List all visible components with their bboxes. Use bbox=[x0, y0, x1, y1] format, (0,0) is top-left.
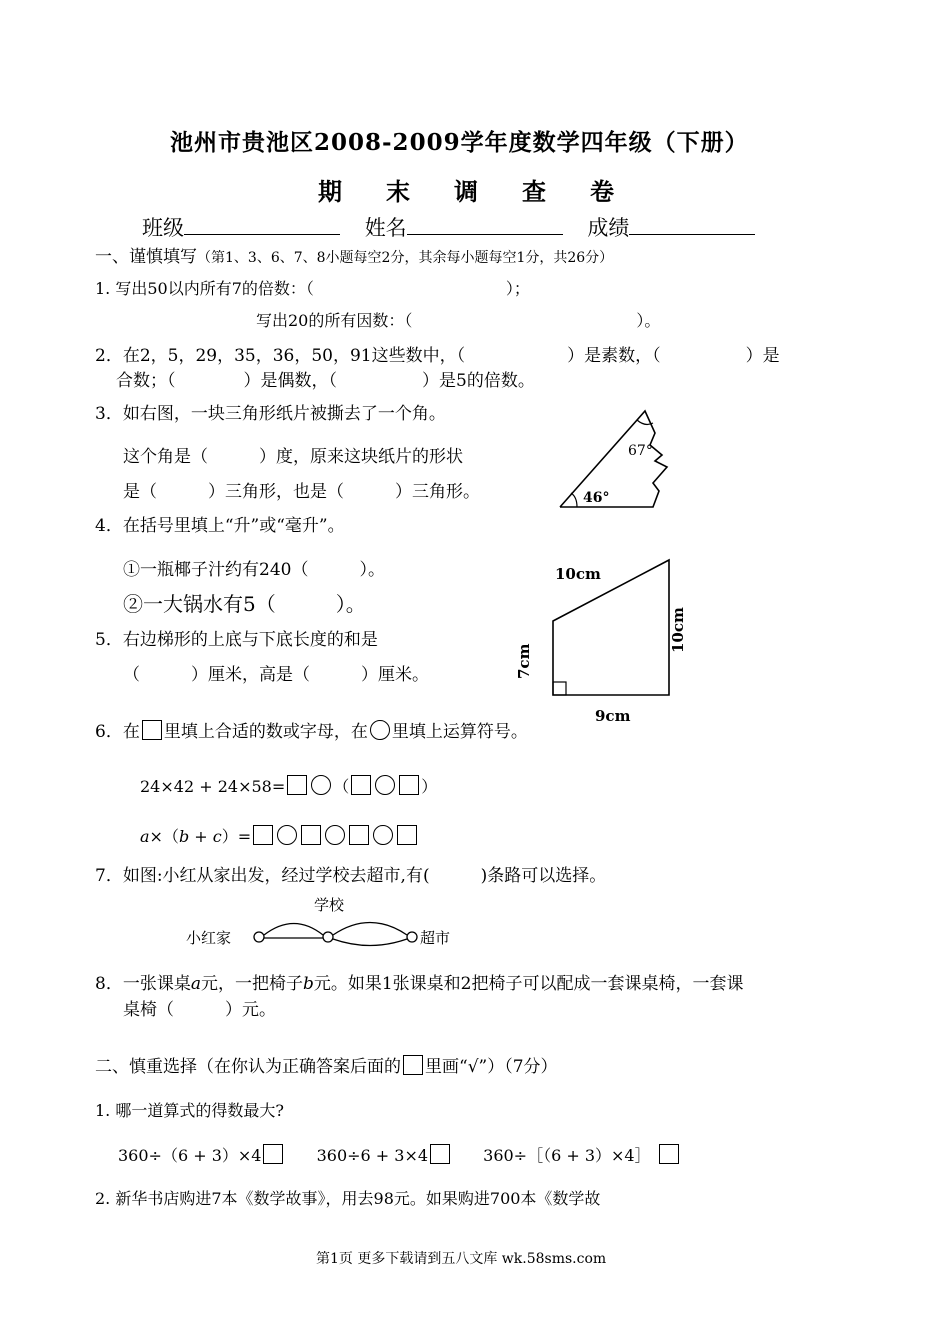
square-symbol bbox=[403, 1055, 423, 1075]
q6-expression-1 bbox=[140, 774, 437, 797]
trapezoid-left-label: 7cm bbox=[515, 643, 533, 679]
answer-box[interactable] bbox=[301, 825, 321, 845]
page-footer: 第1页 更多下载请到五八文库 wk.58sms.com bbox=[316, 1251, 607, 1267]
q5-line-b: （ ）厘米，高是（ ）厘米。 bbox=[123, 665, 429, 685]
var-c: c bbox=[212, 827, 222, 846]
q6-expr2-op: ×（ bbox=[149, 827, 179, 846]
page-subtitle: 期末调查卷 bbox=[318, 177, 658, 206]
q6-expr2-plus: + bbox=[189, 827, 213, 846]
bottom-angle-arc bbox=[571, 493, 577, 507]
square-symbol bbox=[142, 720, 162, 740]
route-school-market-upper bbox=[333, 923, 407, 936]
home-node bbox=[254, 932, 264, 942]
q8-line-b: 桌椅（ ）元。 bbox=[123, 1000, 276, 1020]
class-label: 班级 bbox=[142, 216, 184, 240]
option-3-checkbox[interactable] bbox=[659, 1144, 679, 1164]
q4-line-b: ①一瓶椰子汁约有240（ ）。 bbox=[123, 560, 385, 580]
school-label: 学校 bbox=[314, 896, 345, 914]
q4-line-c: ②一大锅水有5（ ）。 bbox=[123, 592, 366, 616]
q8-text-1: 8．一张课桌 bbox=[95, 974, 191, 994]
section2-heading bbox=[95, 1052, 558, 1077]
q1-line-a: 1. 写出50以内所有7的倍数：（ ）； bbox=[95, 279, 530, 298]
route-diagram bbox=[180, 890, 470, 955]
q5-line-a: 5．右边梯形的上底与下底长度的和是 bbox=[95, 630, 378, 650]
student-info-row bbox=[142, 212, 755, 242]
section2-heading-b: 里画“√”）（7分） bbox=[425, 1057, 558, 1077]
score-field[interactable] bbox=[629, 216, 755, 235]
answer-box[interactable] bbox=[351, 775, 371, 795]
q2-line-a: 2．在2，5，29，35，36，50，91这些数中，（ ）是素数，（ ）是 bbox=[95, 346, 780, 366]
triangle-outline bbox=[560, 411, 667, 507]
section1-heading-row bbox=[95, 242, 613, 267]
answer-circle[interactable] bbox=[311, 775, 331, 795]
q6-expression-2 bbox=[140, 824, 419, 847]
q6-text-c: 里填上运算符号。 bbox=[391, 722, 528, 742]
option-1-text: 360÷（6 + 3）×4 bbox=[118, 1146, 262, 1165]
answer-circle[interactable] bbox=[375, 775, 395, 795]
var-a: a bbox=[140, 827, 150, 846]
var-b: b bbox=[302, 974, 314, 994]
var-a: a bbox=[190, 974, 201, 994]
bottom-angle-label: 46° bbox=[583, 490, 610, 506]
var-b: b bbox=[178, 827, 190, 846]
q6-line bbox=[95, 717, 528, 742]
q8-line-a bbox=[95, 969, 744, 994]
page-title: 池州市贵池区2008-2009学年度数学四年级（下册） bbox=[170, 129, 749, 156]
q3-line-c: 是（ ）三角形，也是（ ）三角形。 bbox=[123, 482, 480, 502]
q4-line-a: 4．在括号里填上“升”或“毫升”。 bbox=[95, 516, 345, 536]
section1-heading: 一、谨慎填写 bbox=[95, 247, 197, 267]
s2-q1-line: 1. 哪一道算式的得数最大? bbox=[95, 1101, 284, 1120]
answer-box[interactable] bbox=[349, 825, 369, 845]
school-node bbox=[323, 932, 333, 942]
option-2-checkbox[interactable] bbox=[430, 1144, 450, 1164]
answer-box[interactable] bbox=[399, 775, 419, 795]
trapezoid-top-label: 10cm bbox=[555, 565, 601, 583]
class-field[interactable] bbox=[184, 216, 340, 235]
name-field[interactable] bbox=[407, 216, 563, 235]
q3-line-a: 3．如右图，一块三角形纸片被撕去了一个角。 bbox=[95, 404, 446, 424]
q6-text-a: 6．在 bbox=[95, 722, 140, 742]
s2-q1-options bbox=[118, 1143, 681, 1166]
q2-line-b: 合数；（ ）是偶数，（ ）是5的倍数。 bbox=[116, 371, 535, 391]
home-label: 小红家 bbox=[186, 929, 232, 947]
top-angle-label: 67° bbox=[628, 443, 653, 459]
answer-box[interactable] bbox=[253, 825, 273, 845]
q6-expr1-text: 24×42 + 24×58= bbox=[140, 777, 286, 796]
q6-expr2-eq: ）= bbox=[221, 827, 252, 846]
q6-expr1-paren-open: （ bbox=[333, 777, 350, 796]
trapezoid-bottom-label: 9cm bbox=[595, 707, 631, 725]
circle-symbol bbox=[370, 720, 390, 740]
answer-circle[interactable] bbox=[325, 825, 345, 845]
section2-heading-a: 二、慎重选择（在你认为正确答案后面的 bbox=[95, 1057, 401, 1077]
torn-triangle-figure bbox=[555, 405, 680, 515]
section1-note: （第1、3、6、7、8小题每空2分，其余每小题每空1分，共26分） bbox=[197, 250, 614, 266]
s2-q2-line: 2. 新华书店购进7本《数学故事》，用去98元。如果购进700本《数学故 bbox=[95, 1189, 601, 1208]
trapezoid-figure bbox=[505, 555, 705, 730]
right-angle-mark bbox=[553, 682, 566, 695]
answer-box[interactable] bbox=[397, 825, 417, 845]
q1-line-b: 写出20的所有因数：（ ）。 bbox=[256, 311, 661, 330]
route-school-market-lower bbox=[333, 939, 407, 946]
q8-text-2: 元，一把椅子 bbox=[200, 974, 303, 994]
market-label: 超市 bbox=[420, 929, 451, 947]
q6-text-b: 里填上合适的数或字母，在 bbox=[163, 722, 368, 742]
option-2-text: 360÷6 + 3×4 bbox=[316, 1146, 429, 1165]
q8-text-3: 元。如果1张课桌和2把椅子可以配成一套课桌椅，一套课 bbox=[313, 974, 744, 994]
name-label: 姓名 bbox=[364, 216, 407, 240]
q6-expr1-paren-close: ） bbox=[421, 777, 438, 796]
market-node bbox=[407, 932, 417, 942]
trapezoid-right-label: 10cm bbox=[669, 607, 687, 653]
route-home-school-upper bbox=[264, 924, 323, 936]
answer-circle[interactable] bbox=[277, 825, 297, 845]
answer-box[interactable] bbox=[287, 775, 307, 795]
q7-line: 7．如图:小红从家出发，经过学校去超市,有( )条路可以选择。 bbox=[95, 866, 607, 886]
answer-circle[interactable] bbox=[373, 825, 393, 845]
q3-line-b: 这个角是（ ）度，原来这块纸片的形状 bbox=[123, 447, 463, 467]
option-3-text: 360÷［（6 + 3）×4］ bbox=[483, 1146, 651, 1165]
score-label: 成绩 bbox=[587, 216, 630, 240]
option-1-checkbox[interactable] bbox=[263, 1144, 283, 1164]
